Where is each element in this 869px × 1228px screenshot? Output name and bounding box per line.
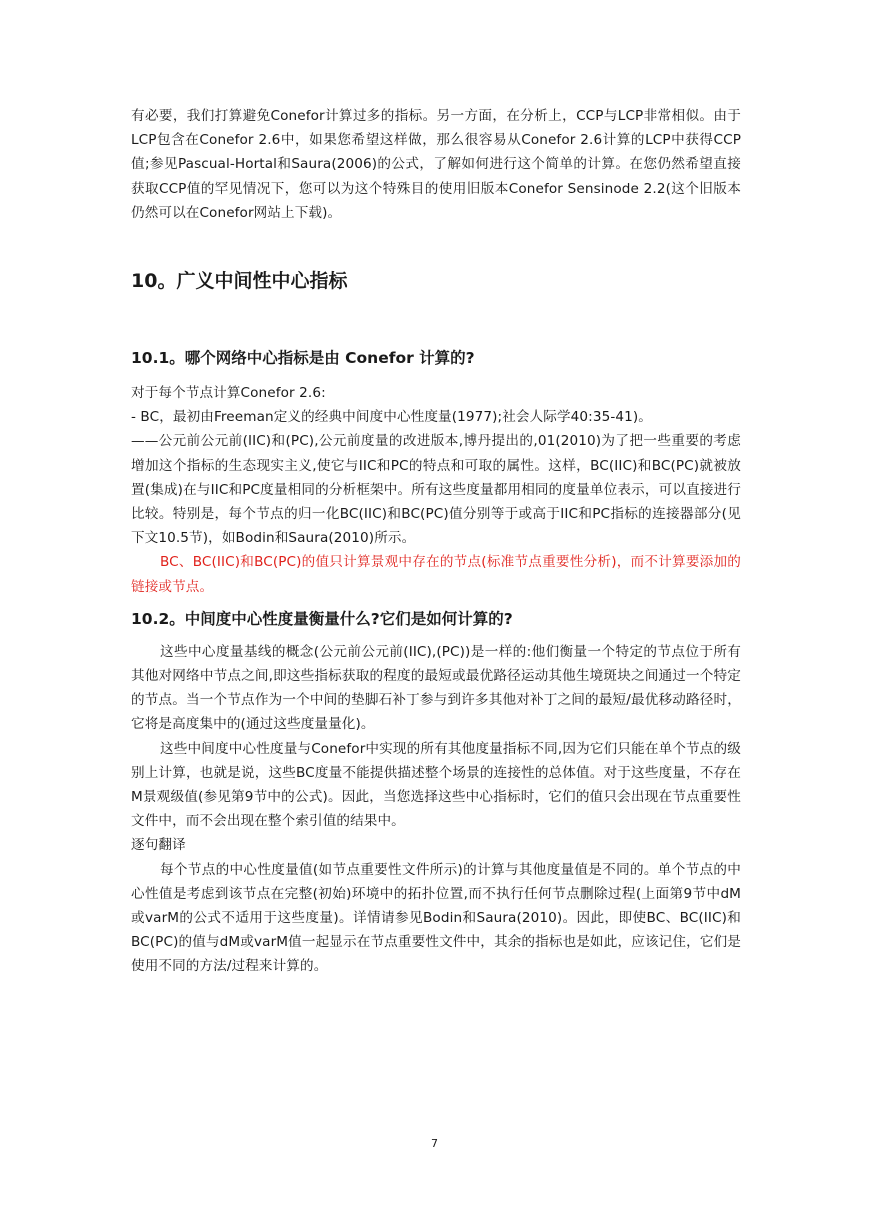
s102-paragraph-3: 每个节点的中心性度量值(如节点重要性文件所示)的计算与其他度量值是不同的。单个节点的中心性值是考虑到该节点在完整(初始)环境中的拓扑位置,而不执行任何节点删除过程(上面第9节中dM或varM的公式不适用于这些度量)。详情请参见Bodin和Saura(2010)。因此，即使BC、BC(IIC)和BC(PC)的值与dM或varM值一起显示在节点重要性文件中，其余的指标也是如此，应该记住，它们是使用不同的方法/过程来计算的。 [131, 861, 741, 975]
s102-paragraph-1: 这些中心度量基线的概念(公元前公元前(IIC),(PC))是一样的:他们衡量一个特定的节点位于所有其他对网络中节点之间,即这些指标获取的程度的最短或最优路径运动其他生境斑块之间通过一个特定的节点。当一个节点作为一个中间的垫脚石补丁参与到许多其他对补丁之间的最短/最优移动路径时，它将是高度集中的(通过这些度量量化)。 [131, 643, 741, 733]
section-10-2-heading: 10.2。中间度中心性度量衡量什么?它们是如何计算的? [131, 609, 513, 628]
section-10-1-heading: 10.1。哪个网络中心指标是由 Conefor 计算的? [131, 349, 475, 368]
intro-paragraph: 有必要，我们打算避免Conefor计算过多的指标。另一方面，在分析上，CCP与LCP非常相似。由于LCP包含在Conefor 2.6中，如果您希望这样做，那么很容易从Conefor 2.6计算的LCP中获得CCP值;参见Pascual-Hortal和Saura(2006)的公式，了解如何进行这个简单的计算。在您仍然希望直接获取CCP值的罕见情况下，您可以为这个特殊目的使用旧版本Conefor Sensinode 2.2(这个旧版本仍然可以在Conefor网站上下载)。 [131, 108, 741, 221]
s101-paragraph: ——公元前公元前(IIC)和(PC),公元前度量的改进版本,博丹提出的,01(2010)为了把一些重要的考虑增加这个指标的生态现实主义,使它与IIC和PC的特点和可取的属性。这样，BC(IIC)和BC(PC)就被放置(集成)在与IIC和PC度量相同的分析框架中。所有这些度量都用相同的度量单位表示，可以直接进行比较。特别是，每个节点的归一化BC(IIC)和BC(PC)值分别等于或高于IIC和PC指标的连接器部分(见下文10.5节)，如Bodin和Saura(2010)所示。 [131, 433, 741, 547]
s101-red-note: BC、BC(IIC)和BC(PC)的值只计算景观中存在的节点(标准节点重要性分析)，而不计算要添加的链接或节点。 [131, 554, 741, 595]
s102-label: 逐句翻译 [131, 837, 186, 854]
page-body [131, 104, 741, 979]
s101-line-1: 对于每个节点计算Conefor 2.6: [131, 385, 326, 402]
s102-paragraph-2: 这些中间度中心性度量与Conefor中实现的所有其他度量指标不同,因为它们只能在单个节点的级别上计算，也就是说，这些BC度量不能提供描述整个场景的连接性的总体值。对于这些度量，不存在M景观级值(参见第9节中的公式)。因此，当您选择这些中心指标时，它们的值只会出现在节点重要性文件中，而不会出现在整个索引值的结果中。 [131, 740, 741, 830]
section-10-heading: 10。广义中间性中心指标 [131, 270, 348, 293]
s101-line-2: - BC，最初由Freeman定义的经典中间度中心性度量(1977);社会人际学40:35-41)。 [131, 409, 652, 426]
page-number: 7 [431, 1137, 438, 1150]
